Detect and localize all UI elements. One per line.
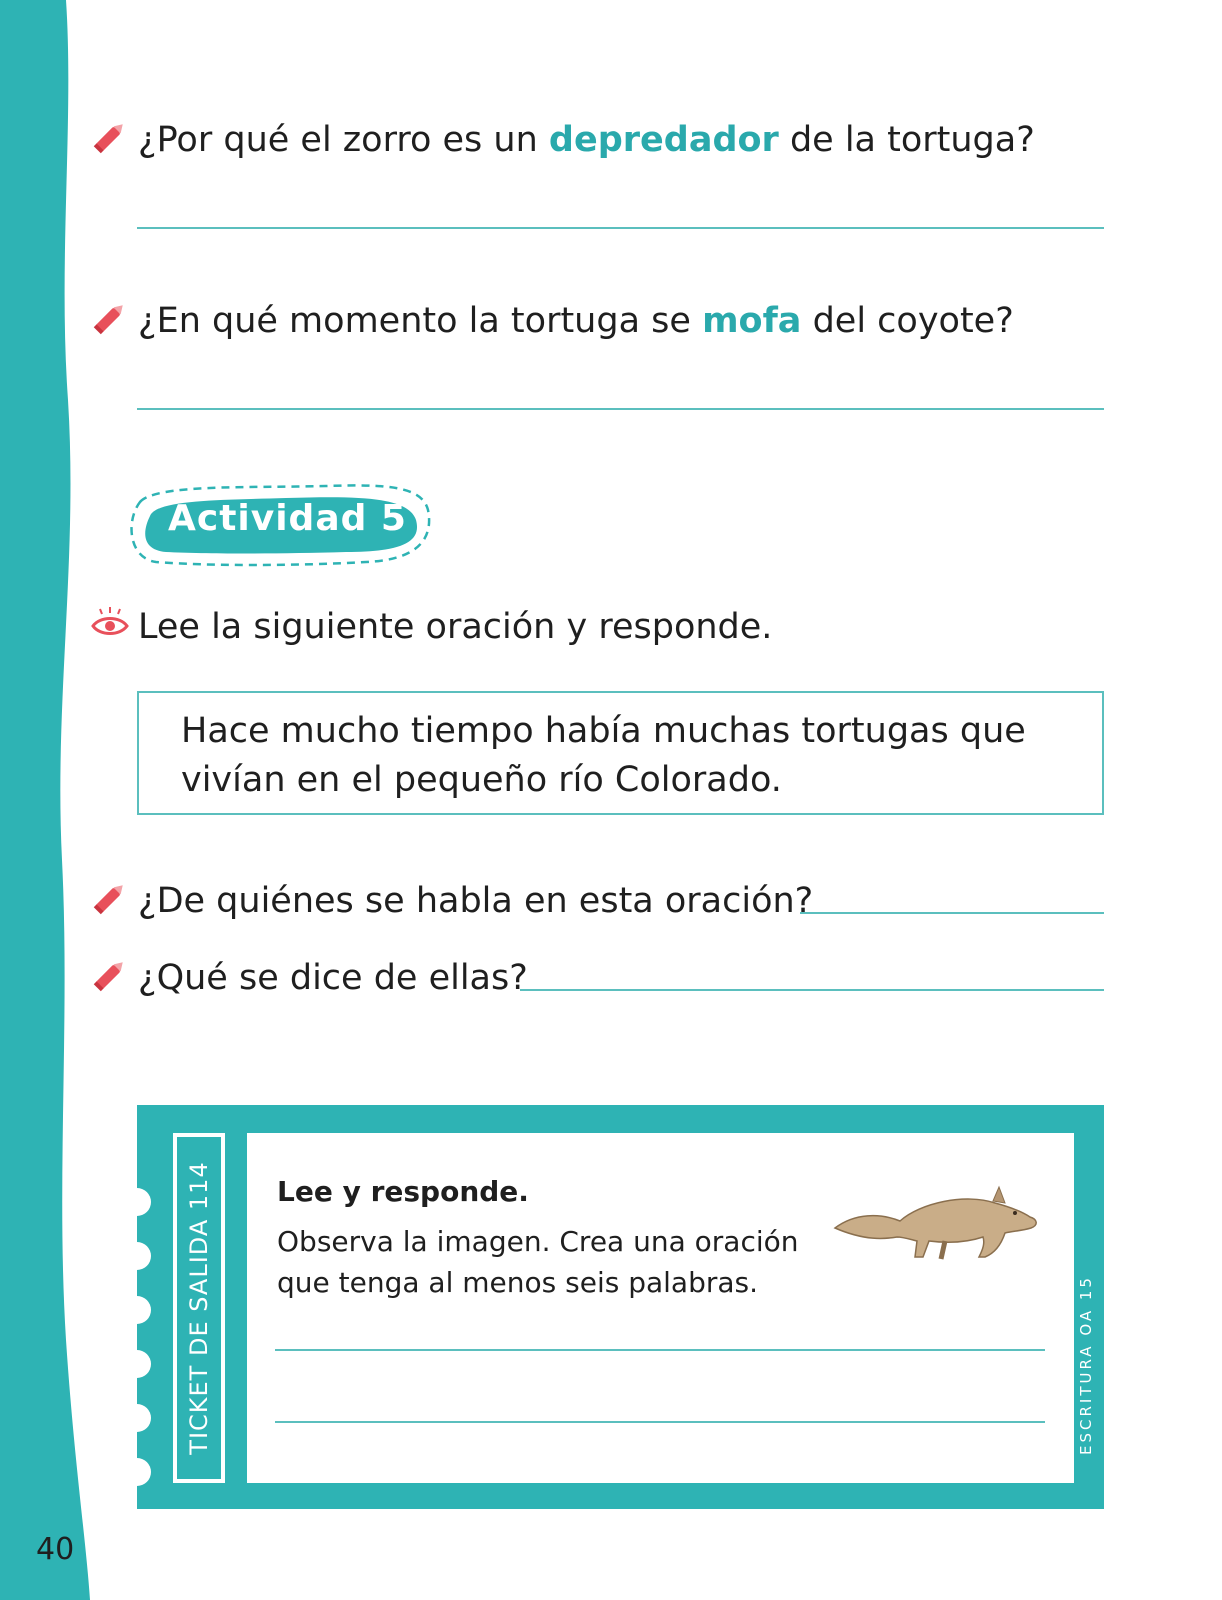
ticket-hole <box>123 1458 151 1486</box>
ticket-instructions: Observa la imagen. Crea una oración que tenga al menos seis palabras. <box>277 1225 799 1299</box>
ticket-hole <box>123 1242 151 1270</box>
answer-line-2[interactable] <box>137 408 1104 410</box>
question-2-end: del coyote? <box>801 301 1014 341</box>
question-1-end: de la tortuga? <box>778 120 1035 160</box>
ticket-title: Lee y responde. <box>277 1175 529 1208</box>
question-3 <box>90 878 813 921</box>
keyword-mofa: mofa <box>702 301 802 341</box>
question-1 <box>90 117 1035 160</box>
page-number: 40 <box>36 1532 75 1567</box>
ticket-hole <box>123 1404 151 1432</box>
ticket-hole <box>123 1350 151 1378</box>
ticket-answer-line-2[interactable] <box>275 1421 1045 1423</box>
ticket-content <box>247 1133 1074 1483</box>
answer-line-4[interactable] <box>520 989 1104 991</box>
activity-title: Actividad 5 <box>168 498 407 539</box>
instruction-text: Lee la siguiente oración y responde. <box>138 607 773 647</box>
pencil-icon <box>90 117 130 157</box>
keyword-depredador: depredador <box>548 120 779 160</box>
ticket-side-text: ESCRITURA OA 15 <box>1077 1275 1095 1455</box>
ticket-hole <box>123 1296 151 1324</box>
ticket-side-label <box>1066 1275 1106 1455</box>
sentence-box: Hace mucho tiempo había muchas tortugas que vivían en el pequeño río Colorado. <box>137 691 1104 815</box>
question-3-text: ¿De quiénes se habla en esta oración? <box>138 881 814 921</box>
question-2 <box>90 298 1014 341</box>
pencil-icon <box>90 298 130 338</box>
ticket-tab-label: TICKET DE SALIDA 114 <box>185 1161 213 1455</box>
question-2-text: ¿En qué momento la tortuga se <box>138 301 703 341</box>
answer-line-1[interactable] <box>137 227 1104 229</box>
ticket-tab <box>173 1133 225 1483</box>
question-1-text: ¿Por qué el zorro es un <box>138 120 549 160</box>
question-4-text: ¿Qué se dice de ellas? <box>138 958 528 998</box>
answer-line-3[interactable] <box>800 912 1104 914</box>
activity-badge <box>126 480 436 568</box>
side-band <box>0 0 100 1600</box>
question-4 <box>90 955 528 998</box>
coyote-illustration <box>825 1173 1045 1273</box>
ticket-answer-line-1[interactable] <box>275 1349 1045 1351</box>
activity-instruction <box>90 604 772 647</box>
ticket-hole <box>123 1188 151 1216</box>
exit-ticket <box>137 1105 1104 1509</box>
pencil-icon <box>90 955 130 995</box>
eye-icon <box>90 604 130 644</box>
pencil-icon <box>90 878 130 918</box>
